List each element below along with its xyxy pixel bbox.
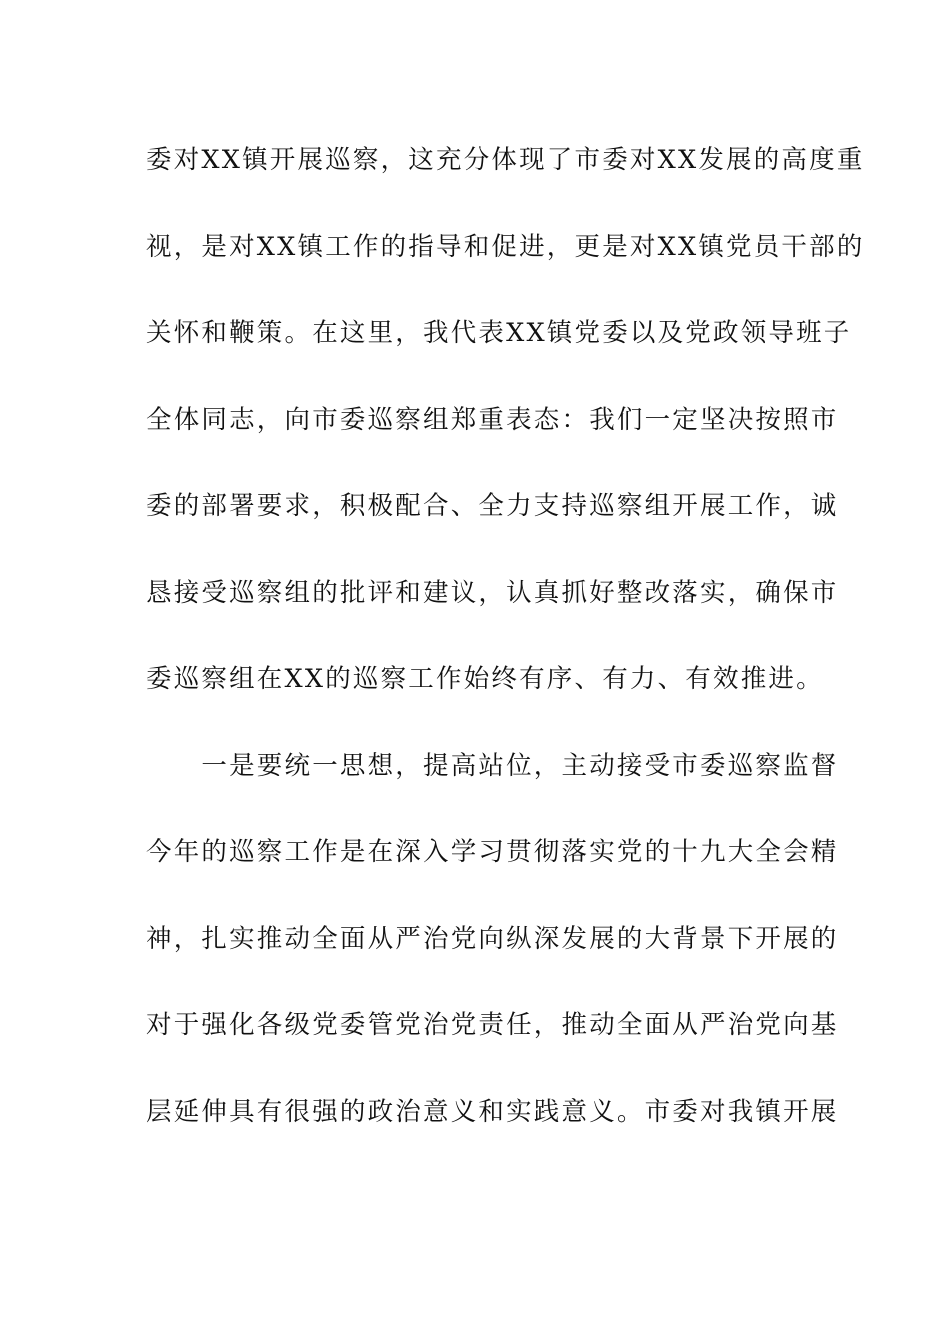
text-line: 层延伸具有很强的政治意义和实践意义。市委对我镇开展 bbox=[146, 1096, 839, 1127]
text-line: 委巡察组在XX的巡察工作始终有序、有力、有效推进。 bbox=[146, 664, 824, 694]
text-line: 恳接受巡察组的批评和建议，认真抓好整改落实，确保市 bbox=[146, 577, 839, 608]
text-line: 视，是对XX镇工作的指导和促进，更是对XX镇党员干部的 bbox=[146, 231, 865, 262]
text-line: 委对XX镇开展巡察，这充分体现了市委对XX发展的高度重 bbox=[146, 145, 865, 175]
text-line: 神，扎实推动全面从严治党向纵深发展的大背景下开展的 bbox=[146, 923, 839, 954]
text-line: 委的部署要求，积极配合、全力支持巡察组开展工作，诚 bbox=[146, 491, 839, 521]
document-body bbox=[146, 138, 865, 1176]
text-line: 对于强化各级党委管党治党责任，推动全面从严治党向基 bbox=[146, 1010, 839, 1040]
paragraph-heading: 一是要统一思想，提高站位，主动接受市委巡察监督 bbox=[146, 750, 839, 781]
text-line: 全体同志，向市委巡察组郑重表态：我们一定坚决按照市 bbox=[146, 404, 839, 435]
text-line: 今年的巡察工作是在深入学习贯彻落实党的十九大全会精 bbox=[146, 837, 839, 867]
text-line: 关怀和鞭策。在这里，我代表XX镇党委以及党政领导班子 bbox=[146, 318, 852, 348]
